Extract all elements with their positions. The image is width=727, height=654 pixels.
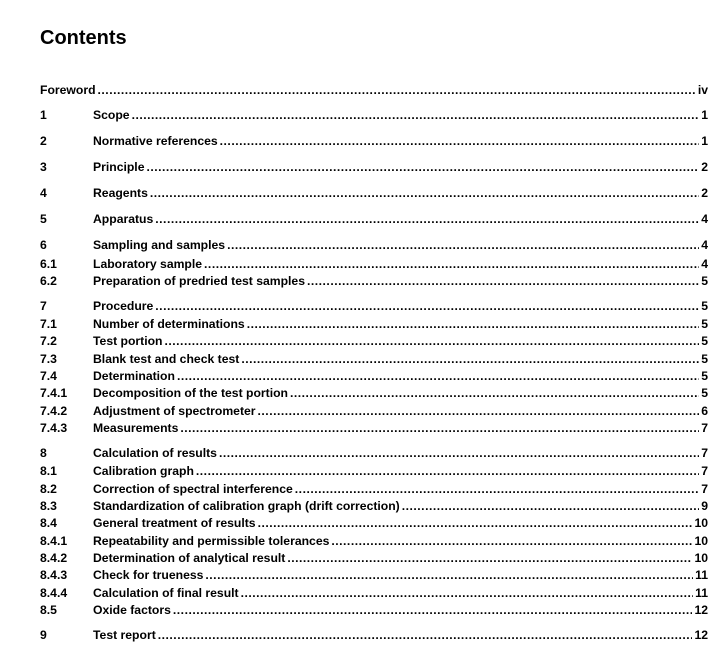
toc-page-number: 1 [701,134,708,148]
toc-leader-dots [205,567,693,583]
toc-page-number: 5 [701,299,708,313]
toc-leader-dots [290,385,699,401]
toc-entry[interactable] [40,316,708,332]
toc-leader-dots [220,133,700,149]
toc-page-number: 4 [701,238,708,252]
toc-entry-title: Adjustment of spectrometer [93,404,256,418]
toc-leader-dots [158,627,693,643]
toc-entry-title: Sampling and samples [93,238,226,252]
toc-leader-dots [258,515,693,531]
toc-section-number: 8.1 [40,464,57,478]
toc-entry-title: Foreword [40,83,96,97]
toc-entry-title: Calculation of final result [93,586,239,600]
toc-entry-title: Laboratory sample [93,257,203,271]
toc-page-number: 5 [701,317,708,331]
toc-section-number: 7.4.3 [40,421,68,435]
toc-leader-dots [173,602,693,618]
toc-leader-dots [165,333,700,349]
toc-entry[interactable] [40,463,708,479]
toc-entry[interactable] [40,481,708,497]
toc-leader-dots [295,481,699,497]
toc-leader-dots [180,420,699,436]
toc-entry-title: Determination [93,369,175,383]
toc-page-number: 10 [694,551,708,565]
toc-entry-title: Standardization of calibration graph (drift correction) [93,499,400,513]
toc-entry[interactable] [40,498,708,514]
toc-entry-title: Test portion [93,334,163,348]
toc-page-number: 5 [701,386,708,400]
toc-section-number: 7.3 [40,352,57,366]
toc-section-number: 8.4.3 [40,568,68,582]
toc-entry[interactable] [40,107,708,123]
toc-page-number: 11 [695,586,708,600]
toc-page-number: 5 [701,369,708,383]
toc-entry[interactable] [40,273,708,289]
toc-entry[interactable] [40,133,708,149]
toc-leader-dots [204,256,699,272]
toc-page-number: 12 [694,628,708,642]
toc-entry-title: Test report [93,628,156,642]
toc-entry-title: Check for trueness [93,568,204,582]
toc-leader-dots [98,82,696,98]
toc-entry[interactable] [40,445,708,461]
toc-entry[interactable] [40,351,708,367]
toc-leader-dots [227,237,699,253]
toc-entry-title: Repeatability and permissible tolerances [93,534,330,548]
toc-entry-title: Reagents [93,186,148,200]
toc-section-number: 8.4 [40,516,57,530]
toc-leader-dots [307,273,699,289]
toc-entry-title: General treatment of results [93,516,256,530]
toc-entry-title: Number of determinations [93,317,245,331]
toc-page-number: 2 [701,186,708,200]
toc-section-number: 6.2 [40,274,57,288]
toc-entry-title: Determination of analytical result [93,551,286,565]
toc-page-number: 6 [701,404,708,418]
toc-entry-foreword[interactable] [40,82,708,98]
toc-section-number: 8.2 [40,482,57,496]
toc-entry[interactable] [40,211,708,227]
toc-leader-dots [331,533,692,549]
toc-section-number: 8.4.4 [40,586,68,600]
toc-section-number: 6.1 [40,257,57,271]
toc-page-number: 9 [701,499,708,513]
toc-leader-dots [258,403,700,419]
toc-page-number: 4 [701,212,708,226]
toc-page-number: 7 [701,421,708,435]
toc-leader-dots [219,445,699,461]
toc-section-number: 8 [40,446,47,460]
toc-entry[interactable] [40,368,708,384]
toc-leader-dots [177,368,699,384]
toc-entry-title: Procedure [93,299,154,313]
toc-entry[interactable] [40,298,708,314]
toc-leader-dots [247,316,700,332]
toc-leader-dots [287,550,692,566]
toc-leader-dots [132,107,700,123]
toc-entry-title: Measurements [93,421,179,435]
toc-section-number: 4 [40,186,47,200]
toc-leader-dots [241,585,694,601]
toc-entry-title: Blank test and check test [93,352,240,366]
toc-leader-dots [402,498,699,514]
toc-section-number: 2 [40,134,47,148]
toc-entry[interactable] [40,185,708,201]
toc-page-number: 10 [694,534,708,548]
toc-entry-title: Principle [93,160,145,174]
toc-leader-dots [146,159,699,175]
toc-entry-title: Calculation of results [93,446,217,460]
toc-leader-dots [155,211,699,227]
toc-section-number: 6 [40,238,47,252]
toc-entry[interactable] [40,159,708,175]
toc-entry[interactable] [40,585,708,601]
toc-entry[interactable] [40,333,708,349]
toc-entry-title: Calibration graph [93,464,194,478]
toc-entry[interactable] [40,602,708,618]
toc-section-number: 7.4.2 [40,404,68,418]
toc-page-number: 1 [701,108,708,122]
toc-section-number: 8.4.2 [40,551,68,565]
toc-leader-dots [241,351,699,367]
toc-entry[interactable] [40,515,708,531]
toc-entry-title: Preparation of predried test samples [93,274,305,288]
toc-entry[interactable] [40,533,708,549]
toc-entry[interactable] [40,420,708,436]
toc-leader-dots [196,463,699,479]
toc-entry-title: Oxide factors [93,603,171,617]
toc-section-number: 8.3 [40,499,57,513]
toc-page-number: 5 [701,334,708,348]
toc-entry-title: Scope [93,108,130,122]
toc-page-number: 12 [694,603,708,617]
toc-section-number: 1 [40,108,47,122]
toc-entry[interactable] [40,550,708,566]
toc-page-number: 7 [701,446,708,460]
toc-page-number: 2 [701,160,708,174]
toc-entry[interactable] [40,567,708,583]
toc-page-number: 10 [694,516,708,530]
toc-entry-title: Normative references [93,134,218,148]
toc-page-number: 4 [701,257,708,271]
toc-page-number: 5 [701,274,708,288]
toc-section-number: 7.4.1 [40,386,68,400]
toc-entry[interactable] [40,256,708,272]
toc-leader-dots [150,185,699,201]
toc-section-number: 7 [40,299,47,313]
toc-page-number: 7 [701,482,708,496]
toc-entry[interactable] [40,403,708,419]
toc-section-number: 5 [40,212,47,226]
toc-section-number: 3 [40,160,47,174]
toc-page-number: 11 [695,568,708,582]
toc-entry[interactable] [40,237,708,253]
toc-page-number: 5 [701,352,708,366]
toc-page-number: 7 [701,464,708,478]
toc-entry-title: Decomposition of the test portion [93,386,288,400]
toc-entry[interactable] [40,385,708,401]
page-title: Contents [40,27,127,49]
toc-entry-title: Apparatus [93,212,154,226]
toc-page-number: iv [697,83,708,97]
toc-leader-dots [155,298,699,314]
toc-entry-title: Correction of spectral interference [93,482,293,496]
toc-section-number: 7.1 [40,317,57,331]
toc-section-number: 8.5 [40,603,57,617]
toc-section-number: 8.4.1 [40,534,68,548]
toc-section-number: 7.4 [40,369,57,383]
toc-entry[interactable] [40,627,708,643]
toc-section-number: 9 [40,628,47,642]
toc-section-number: 7.2 [40,334,57,348]
